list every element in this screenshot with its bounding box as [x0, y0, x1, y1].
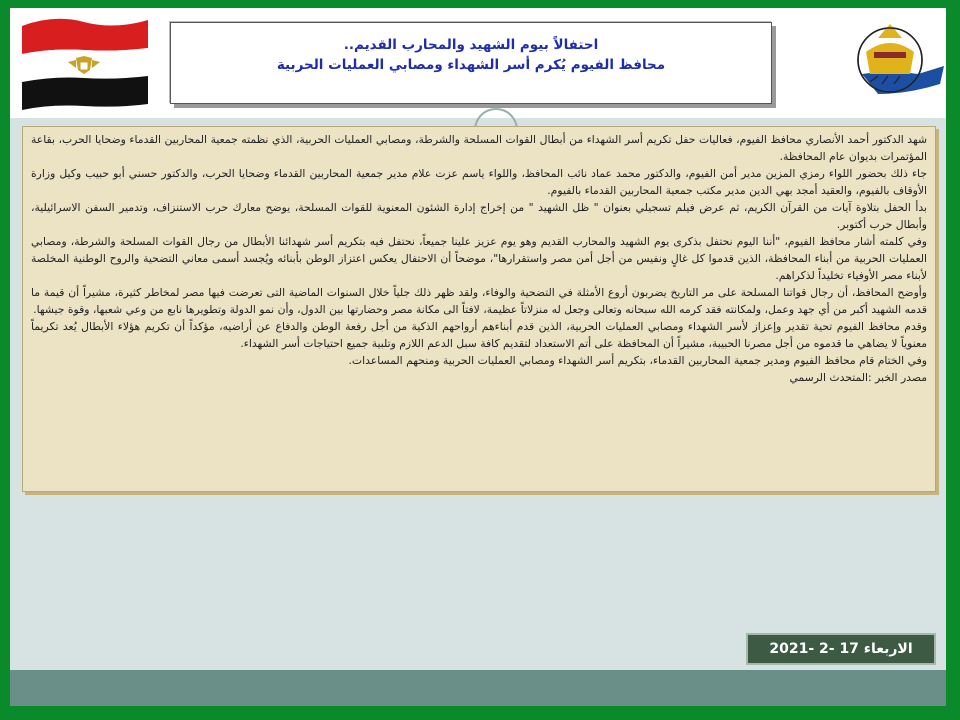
article-paragraph: وفي الختام قام محافظ الفيوم ومدير جمعية المحاربين القدماء، بتكريم أسر الشهداء ومصابي العمليات الحربية ومنحهم المساعدات. [348, 354, 927, 367]
headline-line-2: محافظ الفيوم يُكرم أسر الشهداء ومصابي العمليات الحربية [276, 57, 666, 73]
article-paragraph: جاء ذلك بحضور اللواء رمزي المزين مدير أمن الفيوم، والدكتور محمد عماد نائب المحافظ، واللواء ياسم عزت علام مدير جمعية المحاربين القدماء وضحايا الحرب، والدكتور حسني أبو حبيب وكيل وزارة الأوقاف بالفيوم، والعقيد أمجد بهي الدين مدير مكتب جمعية المحاربين القدماء بالفيوم. [31, 167, 927, 197]
slide-area [10, 8, 946, 706]
article-source: مصدر الخبر :المتحدث الرسمي [789, 371, 927, 384]
article-paragraph: وقدم محافظ الفيوم تحية تقدير وإعزاز لأسر الشهداء ومصابي العمليات الحربية، الذين قدم أبناءهم أرواحهم الذكية من أجل رفعة الوطن والدفاع عن أراضيه، مؤكداً أن تكريم هؤلاء الأبطال يُعد تكريماً معنوياً لا يضاهي ما قدموه من أجل مصرنا الحبيبة، مشيراً أن المحافظة على أتم الاستعداد لتقديم كافة سبل الدعم اللازم وتلبية جميع احتياجات أسر الشهداء. [31, 320, 927, 350]
news-article [22, 126, 936, 492]
date-text: الاربعاء 17 -2 -2021 [769, 641, 913, 657]
fayoum-governorate-emblem-icon [848, 12, 948, 112]
date-badge [746, 633, 936, 665]
article-paragraph: وفي كلمته أشار محافظ الفيوم، "أننا اليوم نحتفل بذكرى يوم الشهيد والمحارب القديم وهو يوم عزيز علينا جميعاً، نحتفل فيه بتكريم أسر شهدائنا الأبطال من رجال القوات المسلحة والشرطة، ومصابي العمليات الحربية من أبناء المحافظة، الذين قدموا كل غالٍ ونفيس من أجل أمن مصر واستقرارها"، موضحاً أن الاحتفال يعكس اعتزاز الوطن بأبنائه ويُجسد أسمى معاني التضحية والروح الوطنية المخلصة لأبناء مصر الأوفياء تخليداً لذكراهم. [31, 235, 927, 282]
headline-line-1: احتفالاً بيوم الشهيد والمحارب القديم.. [343, 37, 599, 53]
article-paragraph: بدأ الحفل بتلاوة آيات من القرآن الكريم، ثم عرض فيلم تسجيلي بعنوان " ظل الشهيد " من إخراج إدارة الشئون المعنوية للقوات المسلحة، يوضح معارك حرب الاستنزاف، وتدمير السفن الاسرائيلية، وأبطال حرب أكتوبر. [31, 201, 927, 231]
footer-band [10, 670, 946, 706]
headline-box [170, 22, 772, 104]
article-paragraph: وأوضح المحافظ، أن رجال قواتنا المسلحة على مر التاريخ يضربون أروع الأمثلة في التضحية والوفاء، ولقد ظهر ذلك جلياً خلال السنوات الماضية التى تعرضت فيها مصر لمخاطر كثيرة، مشيراً أن قيمة ما قدمه الشهيد أكبر من أي جهد وعمل، ولمكانته فقد كرمه الله سبحانه وتعالى وجعل له منزلاتاً عظيمة، لافتاً الى مكانة مصر وحضارتها بين الدول، وأن نمو الدولة وتطويرها نابع من وعي شعبها، وقوة جيشها. [31, 286, 927, 316]
article-paragraph: شهد الدكتور أحمد الأنصاري محافظ الفيوم، فعاليات حفل تكريم أسر الشهداء من أبطال القوات المسلحة والشرطة، ومصابي العمليات الحربية، الذي نظمته جمعية المحاربين القدماء وضحايا الحرب، بقاعة المؤتمرات بديوان عام المحافظة. [31, 133, 927, 163]
egypt-flag-icon [14, 12, 154, 110]
